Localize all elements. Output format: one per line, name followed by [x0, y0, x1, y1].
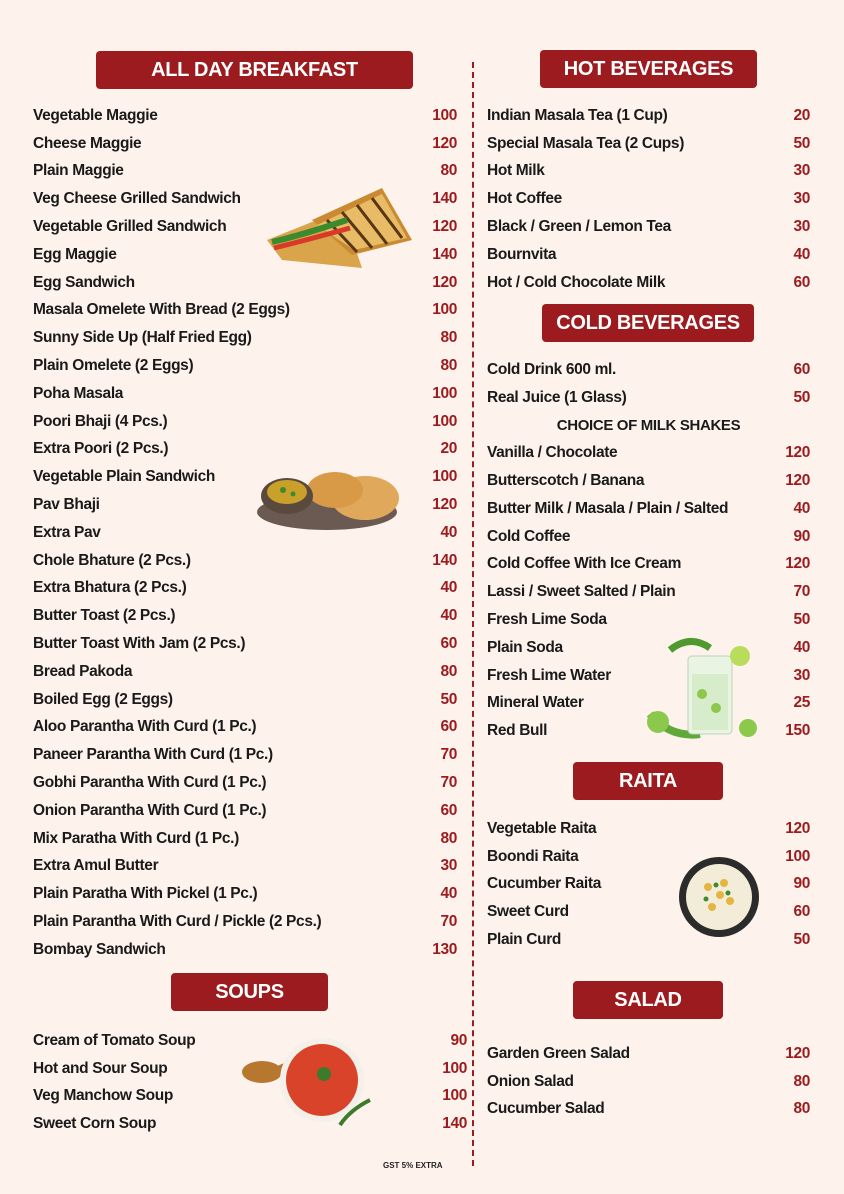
menu-item	[487, 269, 810, 297]
item-price: 140	[442, 1115, 467, 1133]
menu-item	[487, 241, 810, 269]
menu-item	[487, 815, 810, 843]
item-price: 80	[793, 1100, 810, 1118]
item-name: Sweet Corn Soup	[33, 1115, 157, 1133]
menu-item	[487, 1040, 810, 1068]
item-name: Vegetable Raita	[487, 819, 597, 837]
item-name: Red Bull	[487, 722, 548, 740]
item-name: Mix Paratha With Curd (1 Pc.)	[33, 829, 239, 847]
item-name: Cucumber Salad	[487, 1100, 605, 1118]
item-name: Boondi Raita	[487, 847, 579, 865]
mojito-image	[630, 634, 768, 740]
item-price: 120	[785, 819, 810, 837]
item-name: Hot Milk	[487, 162, 545, 180]
item-name: Plain Omelete (2 Eggs)	[33, 357, 194, 375]
item-name: Onion Parantha With Curd (1 Pc.)	[33, 801, 267, 819]
item-price: 70	[793, 583, 810, 601]
header-hot-beverages: HOT BEVERAGES	[540, 50, 757, 88]
menu-item	[487, 578, 810, 606]
item-price: 40	[793, 245, 810, 263]
item-name: Plain Curd	[487, 931, 562, 949]
menu-item	[487, 1096, 810, 1124]
item-name: Poori Bhaji (4 Pcs.)	[33, 412, 168, 430]
item-name: Extra Bhatura (2 Pcs.)	[33, 579, 187, 597]
menu-item	[33, 436, 457, 464]
menu-item	[487, 185, 810, 213]
item-price: 30	[793, 666, 810, 684]
item-price: 50	[793, 611, 810, 629]
item-name: Hot Coffee	[487, 190, 562, 208]
item-price: 150	[785, 722, 810, 740]
item-price: 40	[440, 607, 457, 625]
menu-item	[33, 714, 457, 742]
menu-item	[487, 871, 810, 899]
item-name: Sweet Curd	[487, 903, 569, 921]
item-name: Plain Soda	[487, 638, 563, 656]
item-price: 100	[432, 412, 457, 430]
menu-item	[33, 741, 457, 769]
item-price: 60	[440, 635, 457, 653]
item-name: Plain Maggie	[33, 162, 124, 180]
item-name: Veg Cheese Grilled Sandwich	[33, 190, 241, 208]
gst-note: GST 5% EXTRA	[383, 1161, 443, 1170]
item-name: Egg Maggie	[33, 245, 117, 263]
item-price: 50	[793, 931, 810, 949]
item-price: 70	[440, 774, 457, 792]
header-cold-beverages: COLD BEVERAGES	[542, 304, 754, 342]
menu-item	[33, 130, 457, 158]
item-price: 120	[785, 1044, 810, 1062]
menu-item	[33, 686, 457, 714]
item-price: 60	[440, 718, 457, 736]
item-price: 100	[442, 1059, 467, 1077]
menu-item	[33, 297, 457, 325]
item-price: 90	[450, 1031, 467, 1049]
item-price: 80	[440, 357, 457, 375]
item-price: 80	[440, 329, 457, 347]
item-name: Plain Paratha With Pickel (1 Pc.)	[33, 885, 258, 903]
item-name: Special Masala Tea (2 Cups)	[487, 134, 685, 152]
menu-item	[33, 575, 457, 603]
item-price: 60	[440, 801, 457, 819]
item-name: Mineral Water	[487, 694, 584, 712]
item-price: 70	[440, 913, 457, 930]
item-price: 140	[432, 551, 457, 569]
item-name: Hot and Sour Soup	[33, 1059, 168, 1077]
item-name: Pav Bhaji	[33, 496, 100, 514]
item-price: 25	[793, 694, 810, 712]
menu-item	[33, 853, 457, 881]
menu-item	[33, 936, 457, 964]
item-name: Lassi / Sweet Salted / Plain	[487, 583, 676, 601]
menu-item	[487, 130, 810, 158]
menu-item	[33, 825, 457, 853]
item-name: Vegetable Plain Sandwich	[33, 468, 215, 486]
menu-item	[487, 384, 810, 412]
tomato-soup-image	[240, 1030, 378, 1134]
menu-item	[33, 408, 457, 436]
header-salad: SALAD	[573, 981, 723, 1019]
item-price: 50	[440, 690, 457, 708]
sandwich-image	[262, 180, 417, 272]
item-price: 30	[440, 857, 457, 875]
item-name: Cream of Tomato Soup	[33, 1031, 196, 1049]
item-price: 120	[785, 444, 810, 462]
item-name: Poha Masala	[33, 384, 124, 402]
item-price: 60	[793, 903, 810, 921]
menu-item	[487, 1068, 810, 1096]
item-price: 120	[785, 555, 810, 573]
header-raita: RAITA	[573, 762, 723, 800]
item-price: 40	[440, 523, 457, 541]
item-name: Butter Toast (2 Pcs.)	[33, 607, 176, 625]
item-name: CHOICE OF MILK SHAKES	[556, 416, 741, 434]
item-name: Cold Drink 600 ml.	[487, 360, 616, 378]
menu-item	[33, 547, 457, 575]
column-divider	[472, 62, 474, 1166]
raita-list	[487, 815, 810, 954]
item-name: Bread Pakoda	[33, 662, 133, 680]
item-name: Boiled Egg (2 Eggs)	[33, 690, 173, 708]
item-price: 50	[793, 388, 810, 406]
menu-item	[487, 898, 810, 926]
item-price: 20	[440, 440, 457, 458]
item-price: 120	[432, 134, 457, 152]
salad-list	[487, 1040, 810, 1123]
item-price: 100	[442, 1087, 467, 1105]
item-name: Garden Green Salad	[487, 1044, 630, 1062]
item-price: 100	[432, 468, 457, 486]
menu-item	[33, 880, 457, 908]
menu-item	[33, 352, 457, 380]
item-name: Egg Sandwich	[33, 273, 135, 291]
item-name: Cucumber Raita	[487, 875, 601, 893]
item-price: 40	[440, 579, 457, 597]
menu-item	[33, 380, 457, 408]
item-name: Extra Poori (2 Pcs.)	[33, 440, 169, 458]
item-name: Extra Amul Butter	[33, 857, 159, 875]
item-name: Cold Coffee With Ice Cream	[487, 555, 682, 573]
menu-item	[487, 356, 810, 384]
menu-item	[33, 658, 457, 686]
item-name: Chole Bhature (2 Pcs.)	[33, 551, 191, 569]
item-price: 120	[432, 218, 457, 236]
menu-item	[487, 495, 810, 523]
menu-item	[33, 269, 457, 297]
item-name: Extra Pav	[33, 523, 101, 541]
item-name: Onion Salad	[487, 1072, 574, 1090]
item-price: 120	[432, 496, 457, 514]
header-breakfast: ALL DAY BREAKFAST	[96, 51, 413, 89]
item-name: Masala Omelete With Bread (2 Eggs)	[33, 301, 290, 319]
item-price: 80	[440, 162, 457, 180]
item-name: Paneer Parantha With Curd (1 Pc.)	[33, 746, 273, 764]
menu-item	[33, 908, 457, 936]
item-name: Vegetable Maggie	[33, 106, 158, 124]
item-name: Fresh Lime Soda	[487, 611, 607, 629]
item-name: Butter Toast With Jam (2 Pcs.)	[33, 635, 246, 653]
item-name: Indian Masala Tea (1 Cup)	[487, 106, 668, 124]
menu-item	[487, 843, 810, 871]
item-price: 30	[793, 162, 810, 180]
menu-item	[487, 926, 810, 954]
item-price: 120	[432, 273, 457, 291]
menu-item	[33, 769, 457, 797]
item-price: 140	[432, 245, 457, 263]
poori-bhaji-image	[255, 468, 403, 532]
item-name: Veg Manchow Soup	[33, 1087, 173, 1105]
item-price: 20	[793, 106, 810, 124]
item-name: Black / Green / Lemon Tea	[487, 218, 671, 236]
menu-item	[33, 797, 457, 825]
menu-item	[487, 102, 810, 130]
item-price: 40	[793, 638, 810, 656]
item-price: 60	[793, 273, 810, 291]
item-price: 40	[440, 885, 457, 903]
menu-item	[33, 324, 457, 352]
item-name: Butter Milk / Masala / Plain / Salted	[487, 499, 729, 517]
item-name: Vegetable Grilled Sandwich	[33, 218, 227, 236]
menu-item	[33, 602, 457, 630]
item-price: 120	[785, 472, 810, 490]
item-name: Cold Coffee	[487, 527, 571, 545]
item-price: 100	[432, 301, 457, 319]
item-name: Aloo Parantha With Curd (1 Pc.)	[33, 718, 257, 736]
menu-item	[33, 102, 457, 130]
menu-item	[487, 213, 810, 241]
item-price: 100	[432, 384, 457, 402]
raita-image	[678, 855, 760, 939]
item-price: 30	[793, 218, 810, 236]
item-name: Sunny Side Up (Half Fried Egg)	[33, 329, 252, 347]
item-price: 50	[793, 134, 810, 152]
menu-item	[487, 523, 810, 551]
item-price: 100	[432, 106, 457, 124]
item-name: Plain Parantha With Curd / Pickle (2 Pcs.)	[33, 913, 322, 930]
item-price: 60	[793, 360, 810, 378]
item-price: 80	[440, 662, 457, 680]
header-soups: SOUPS	[171, 973, 328, 1011]
subheading	[487, 412, 810, 440]
item-name: Bournvita	[487, 245, 557, 263]
item-price: 70	[440, 746, 457, 764]
item-name: Bombay Sandwich	[33, 940, 166, 958]
menu-item	[33, 630, 457, 658]
item-name: Fresh Lime Water	[487, 666, 611, 684]
item-name: Hot / Cold Chocolate Milk	[487, 273, 666, 291]
item-price: 140	[432, 190, 457, 208]
menu-item	[487, 439, 810, 467]
item-name: Butterscotch / Banana	[487, 472, 645, 490]
item-price: 40	[793, 499, 810, 517]
item-name: Cheese Maggie	[33, 134, 142, 152]
item-price: 90	[793, 875, 810, 893]
item-price: 100	[785, 847, 810, 865]
item-price: 90	[793, 527, 810, 545]
item-price: 30	[793, 190, 810, 208]
item-name: Vanilla / Chocolate	[487, 444, 618, 462]
item-name: Gobhi Parantha With Curd (1 Pc.)	[33, 774, 267, 792]
menu-item	[487, 158, 810, 186]
item-price: 80	[793, 1072, 810, 1090]
menu-item	[487, 606, 810, 634]
menu-item	[487, 467, 810, 495]
menu-item	[487, 551, 810, 579]
hot-beverages-list	[487, 102, 810, 297]
item-price: 80	[440, 829, 457, 847]
item-name: Real Juice (1 Glass)	[487, 388, 627, 406]
item-price: 130	[432, 940, 457, 958]
